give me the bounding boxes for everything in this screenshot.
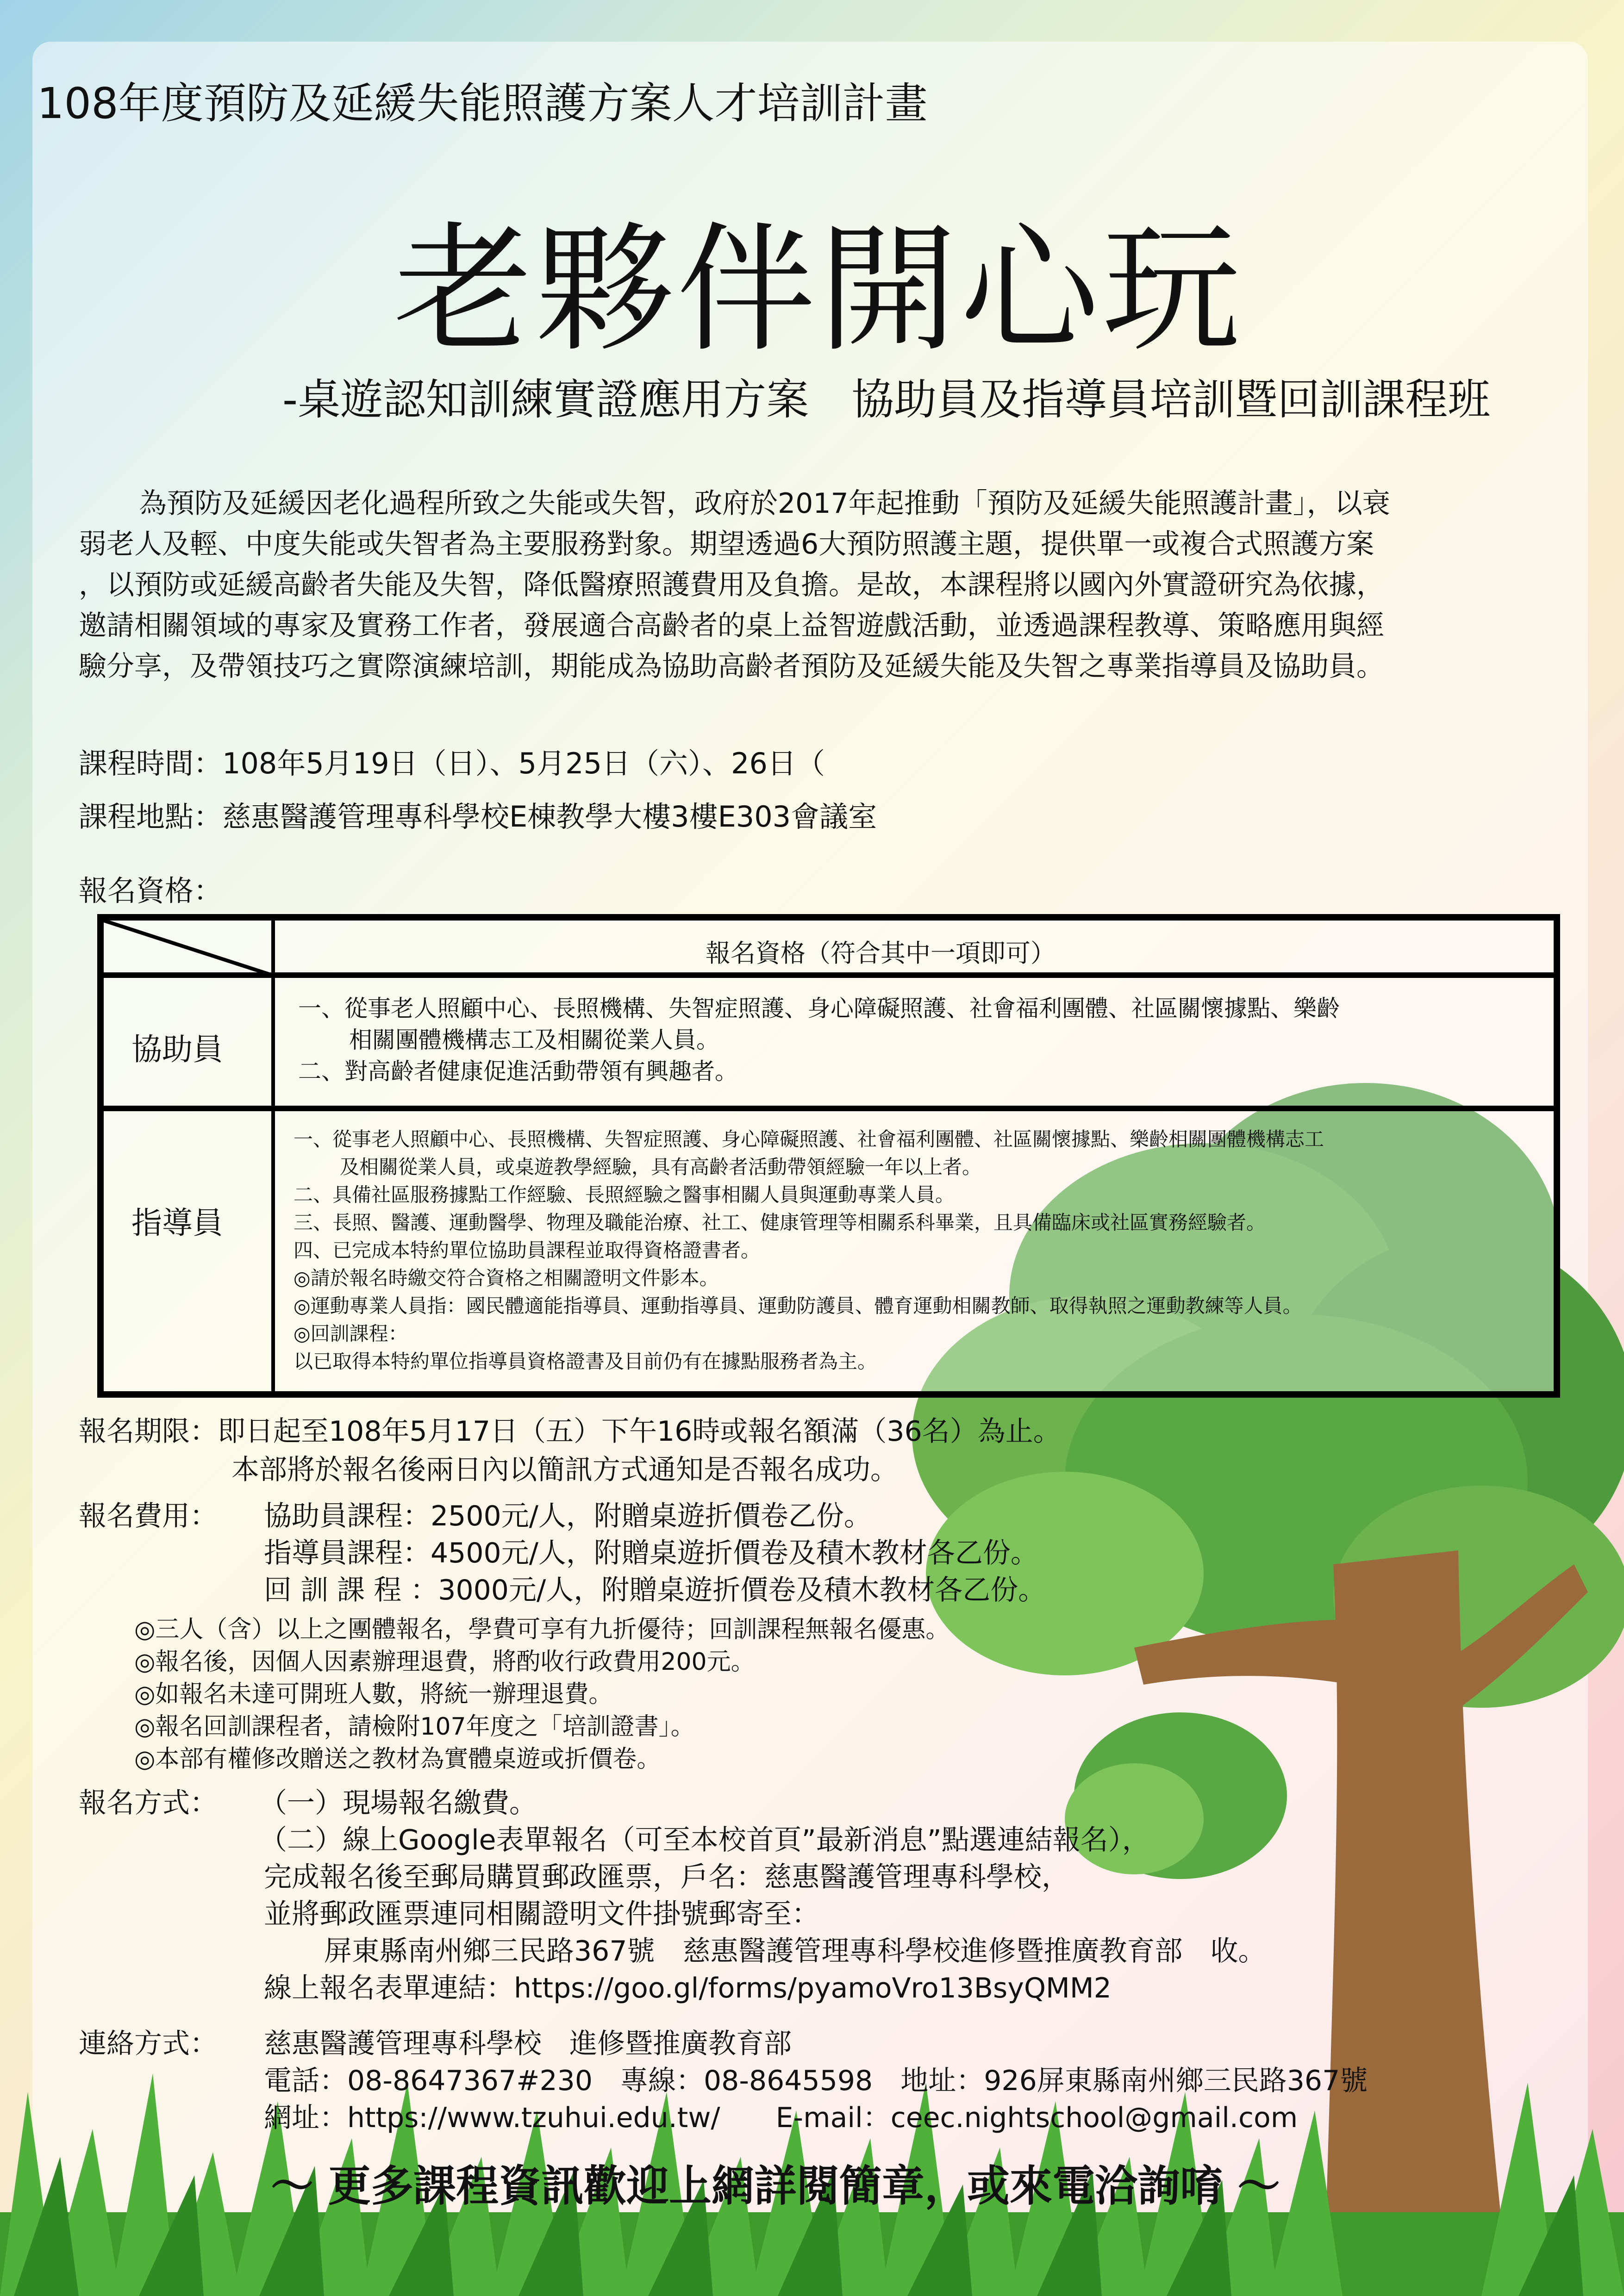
fee-label: 報名費用：: [79, 1500, 218, 1532]
fee-note: ◎三人（含）以上之團體報名，學費可享有九折優待；回訓課程無報名優惠。: [134, 1616, 950, 1643]
intro-line: 為預防及延緩因老化過程所致之失能或失智，政府於2017年起推動「預防及延緩失能照護計畫」，以衰: [139, 487, 1390, 520]
instructor-line: 三、長照、醫護、運動醫學、物理及職能治療、社工、健康管理等相關系科畢業，且具備臨床或社區實務經驗者。: [294, 1211, 1266, 1234]
fee-note: ◎報名後，因個人因素辦理退費，將酌收行政費用200元。: [134, 1648, 755, 1676]
intro-line: 驗分享，及帶領技巧之實際演練培訓，期能成為協助高齡者預防及延緩失能及失智之專業指導員及協助員。: [79, 650, 1384, 683]
register-line: 完成報名後至郵局購買郵政匯票，戶名：慈惠醫護管理專科學校，: [264, 1861, 1069, 1893]
instructor-line: 四、已完成本特約單位協助員課程並取得資格證書者。: [294, 1239, 761, 1262]
main-title: 老夥伴開心玩: [394, 209, 1243, 371]
instructor-line: 以已取得本特約單位指導員資格證書及目前仍有在據點服務者為主。: [294, 1350, 877, 1373]
footer-message: ～ 更多課程資訊歡迎上網詳閱簡章，或來電洽詢唷 ～: [271, 2161, 1280, 2211]
qualification-table: [97, 914, 1560, 1398]
instructor-line: 二、具備社區服務據點工作經驗、長照經驗之醫事相關人員與運動專業人員。: [294, 1183, 955, 1206]
fee-line: 回 訓 課 程 ：3000元/人，附贈桌遊折價卷及積木教材各乙份。: [264, 1574, 1046, 1606]
subtitle: -桌遊認知訓練實證應用方案 協助員及指導員培訓暨回訓課程班: [282, 375, 1491, 424]
fee-note: ◎本部有權修改贈送之教材為實體桌遊或折價卷。: [134, 1745, 661, 1773]
contact-line: 慈惠醫護管理專科學校 進修暨推廣教育部: [264, 2028, 792, 2060]
instructor-line: ◎回訓課程：: [294, 1322, 408, 1345]
deadline: 報名期限：即日起至108年5月17日（五）下午16時或報名額滿（36名）為止。: [79, 1415, 1061, 1448]
contact-website[interactable]: 網址：https://www.tzuhui.edu.tw/ E-mail：ceec.nightschool@gmail.com: [264, 2102, 1298, 2134]
fee-note: ◎報名回訓課程者，請檢附107年度之「培訓證書」。: [134, 1713, 695, 1741]
instructor-label: 指導員: [131, 1205, 223, 1241]
deadline-note: 本部將於報名後兩日內以簡訊方式通知是否報名成功。: [231, 1454, 898, 1486]
course-place: 課程地點：慈惠醫護管理專科學校E棟教學大樓3樓E303會議室: [79, 800, 877, 834]
register-line: 並將郵政匯票連同相關證明文件掛號郵寄至：: [264, 1898, 819, 1930]
assistant-label: 協助員: [131, 1032, 223, 1067]
course-time: 課程時間：108年5月19日（日）、5月25日（六）、26日（: [79, 747, 825, 780]
table-column-divider: [271, 921, 275, 1391]
diagonal-header-cell: [104, 921, 275, 976]
assistant-line: 二、對高齡者健康促進活動帶領有興趣者。: [298, 1058, 738, 1085]
intro-line: ，以預防或延緩高齡者失能及失智，降低醫療照護費用及負擔。是故，本課程將以國內外實證研究為依據，: [79, 569, 1384, 601]
qualification-label: 報名資格：: [79, 874, 223, 908]
register-link[interactable]: 線上報名表單連結：https://goo.gl/forms/pyamoVro13BsyQMM2: [264, 1972, 1112, 2004]
fee-note: ◎如報名未達可開班人數，將統一辦理退費。: [134, 1680, 613, 1708]
register-line: （二）線上Google表單報名（可至本校首頁”最新消息”點選連結報名），: [259, 1824, 1150, 1856]
intro-line: 弱老人及輕、中度失能或失智者為主要服務對象。期望透過6大預防照護主題，提供單一或複合式照護方案: [79, 528, 1374, 560]
assistant-line: 相關團體機構志工及相關從業人員。: [349, 1027, 719, 1053]
register-label: 報名方式：: [79, 1787, 218, 1819]
contact-line: 電話：08-8647367#230 專線：08-8645598 地址：926屏東縣南州鄉三民路367號: [264, 2065, 1368, 2097]
register-line: （一）現場報名繳費。: [259, 1787, 537, 1819]
table-row-divider: [104, 972, 1554, 978]
assistant-line: 一、從事老人照顧中心、長照機構、失智症照護、身心障礙照護、社會福利團體、社區關懷據點、樂齡: [298, 995, 1340, 1022]
instructor-line: ◎請於報名時繳交符合資格之相關證明文件影本。: [294, 1267, 719, 1289]
mailing-address: 屏東縣南州鄉三民路367號 慈惠醫護管理專科學校進修暨推廣教育部 收。: [324, 1935, 1266, 1967]
fee-line: 指導員課程：4500元/人，附贈桌遊折價卷及積木教材各乙份。: [264, 1537, 1038, 1569]
program-title: 108年度預防及延緩失能照護方案人才培訓計畫: [37, 79, 928, 128]
instructor-line: ◎運動專業人員指：國民體適能指導員、運動指導員、運動防護員、體育運動相關教師、取得執照之運動教練等人員。: [294, 1294, 1302, 1317]
intro-line: 邀請相關領域的專家及實務工作者，發展適合高齡者的桌上益智遊戲活動，並透過課程教導、策略應用與經: [79, 610, 1384, 642]
instructor-line: 一、從事老人照顧中心、長照機構、失智症照護、身心障礙照護、社會福利團體、社區關懷據點、樂齡相關團體機構志工: [294, 1128, 1324, 1151]
table-row-divider: [104, 1106, 1554, 1111]
table-header: 報名資格（符合其中一項即可）: [706, 939, 1056, 968]
instructor-line: 及相關從業人員，或桌遊教學經驗，具有高齡者活動帶領經驗一年以上者。: [340, 1156, 982, 1178]
fee-line: 協助員課程：2500元/人，附贈桌遊折價卷乙份。: [264, 1500, 872, 1532]
contact-label: 連絡方式：: [79, 2028, 218, 2060]
